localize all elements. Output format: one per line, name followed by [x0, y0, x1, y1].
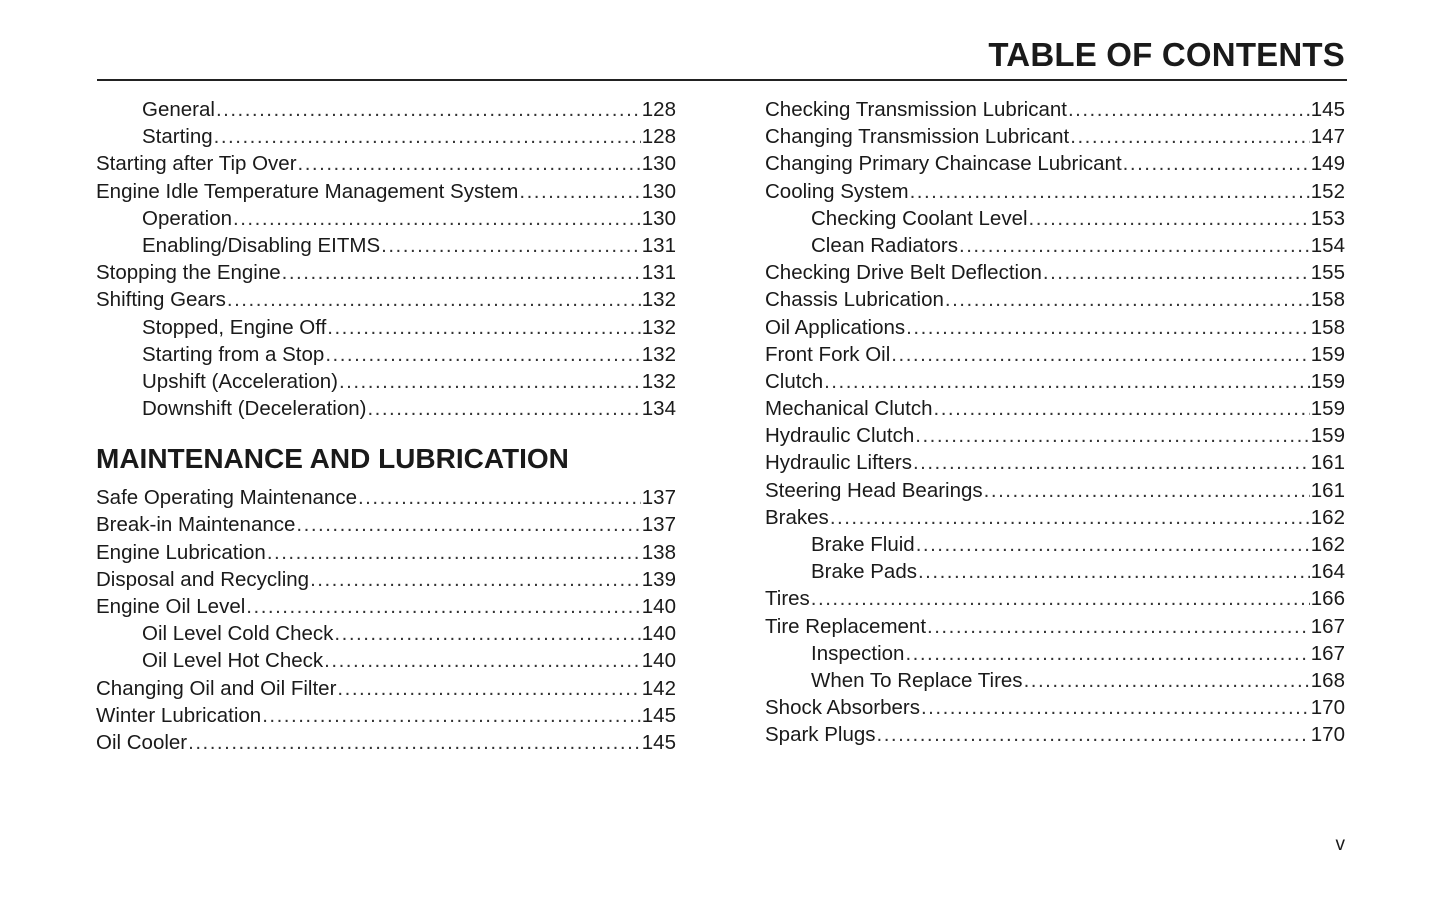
toc-entry-page: 130 [641, 152, 676, 176]
toc-entry-page: 161 [1310, 478, 1345, 502]
dot-leader [830, 504, 1310, 531]
toc-entry-page: 170 [1310, 723, 1345, 747]
dot-leader [216, 96, 641, 123]
dot-leader [298, 150, 641, 177]
toc-entry[interactable] [96, 395, 676, 422]
toc-entry-page: 158 [1310, 288, 1345, 312]
toc-entry-title: Brakes [765, 505, 829, 529]
toc-entry-title: Break-in Maintenance [96, 513, 296, 537]
toc-entry-page: 132 [641, 288, 676, 312]
dot-leader [913, 449, 1310, 476]
toc-entry[interactable] [765, 667, 1345, 694]
dot-leader [1029, 205, 1310, 232]
toc-entry-page: 147 [1310, 125, 1345, 149]
toc-entry-title: Changing Transmission Lubricant [765, 125, 1070, 149]
toc-entry-page: 166 [1310, 587, 1345, 611]
dot-leader [188, 729, 641, 756]
toc-entry[interactable] [765, 178, 1345, 205]
toc-entry-page: 149 [1310, 152, 1345, 176]
toc-entry-title: Oil Cooler [96, 730, 188, 754]
toc-entry-page: 132 [641, 315, 676, 339]
toc-entry[interactable] [96, 123, 676, 150]
toc-entry[interactable] [765, 259, 1345, 286]
dot-leader [1043, 259, 1310, 286]
toc-entry[interactable] [96, 511, 676, 538]
toc-list-right [765, 96, 1345, 749]
toc-entry-title: Disposal and Recycling [96, 567, 310, 591]
toc-entry-page: 131 [641, 233, 676, 257]
toc-entry[interactable] [96, 341, 676, 368]
toc-entry-title: Shifting Gears [96, 288, 226, 312]
toc-entry-page: 139 [641, 567, 676, 591]
toc-left-column [96, 96, 676, 756]
dot-leader [214, 123, 641, 150]
toc-entry-title: Engine Idle Temperature Management System [96, 179, 519, 203]
toc-entry[interactable] [96, 178, 676, 205]
toc-entry-title: Stopped, Engine Off [142, 315, 327, 339]
toc-entry-title: Safe Operating Maintenance [96, 486, 357, 510]
toc-entry-page: 159 [1310, 369, 1345, 393]
toc-entry-title: Checking Coolant Level [811, 206, 1028, 230]
toc-entry-page: 142 [641, 676, 676, 700]
toc-entry-page: 161 [1310, 451, 1345, 475]
toc-entry-title: Front Fork Oil [765, 342, 891, 366]
toc-entry-page: 134 [641, 397, 676, 421]
toc-entry[interactable] [765, 422, 1345, 449]
toc-entry-page: 138 [641, 540, 676, 564]
toc-entry-title: Oil Level Cold Check [142, 622, 334, 646]
toc-entry[interactable] [96, 286, 676, 313]
toc-entry[interactable] [765, 368, 1345, 395]
toc-entry[interactable] [96, 205, 676, 232]
dot-leader [891, 341, 1309, 368]
dot-leader [1068, 96, 1310, 123]
toc-entry-title: Oil Level Hot Check [142, 649, 324, 673]
toc-entry[interactable] [765, 286, 1345, 313]
toc-entry-page: 128 [641, 125, 676, 149]
toc-entry-title: Shock Absorbers [765, 696, 920, 720]
toc-entry-title: Spark Plugs [765, 723, 876, 747]
toc-entry-title: Steering Head Bearings [765, 478, 983, 502]
toc-entry[interactable] [96, 150, 676, 177]
dot-leader [918, 558, 1310, 585]
toc-entry-title: Upshift (Acceleration) [142, 369, 338, 393]
toc-entry-title: Operation [142, 206, 233, 230]
dot-leader [267, 539, 641, 566]
toc-entry[interactable] [765, 585, 1345, 612]
toc-entry[interactable] [96, 702, 676, 729]
toc-entry-page: 167 [1310, 614, 1345, 638]
dot-leader [984, 477, 1310, 504]
header-rule [97, 79, 1347, 81]
toc-entry[interactable] [765, 341, 1345, 368]
dot-leader [916, 531, 1310, 558]
section-heading: MAINTENANCE AND LUBRICATION [96, 443, 569, 475]
toc-entry-page: 153 [1310, 206, 1345, 230]
toc-entry[interactable] [96, 620, 676, 647]
toc-entry[interactable] [765, 477, 1345, 504]
page-title: TABLE OF CONTENTS [988, 36, 1345, 73]
toc-entry-page: 137 [641, 486, 676, 510]
dot-leader [1024, 667, 1310, 694]
toc-entry-page: 154 [1310, 233, 1345, 257]
toc-entry-title: Stopping the Engine [96, 261, 281, 285]
toc-entry-title: Checking Transmission Lubricant [765, 98, 1067, 121]
toc-entry-page: 159 [1310, 397, 1345, 421]
toc-entry-title: Inspection [811, 641, 905, 665]
toc-entry[interactable] [765, 558, 1345, 585]
toc-entry-title: Engine Lubrication [96, 540, 266, 564]
toc-entry[interactable] [765, 232, 1345, 259]
dot-leader [233, 205, 641, 232]
toc-entry-page: 140 [641, 649, 676, 673]
toc-list-after [96, 484, 676, 756]
toc-entry-page: 168 [1310, 668, 1345, 692]
toc-entry-title: Clean Radiators [811, 233, 958, 257]
dot-leader [910, 178, 1310, 205]
toc-entry[interactable] [96, 539, 676, 566]
toc-entry[interactable] [765, 395, 1345, 422]
toc-entry[interactable] [96, 729, 676, 756]
toc-entry-title: Starting [142, 125, 213, 149]
toc-entry[interactable] [765, 123, 1345, 150]
toc-entry[interactable] [765, 504, 1345, 531]
toc-entry-title: Brake Fluid [811, 533, 915, 556]
toc-list-before [96, 96, 676, 422]
toc-entry[interactable] [96, 314, 676, 341]
dot-leader [262, 702, 641, 729]
toc-entry-title: General [142, 98, 215, 121]
dot-leader [824, 368, 1310, 395]
toc-entry-title: Oil Applications [765, 315, 906, 339]
toc-entry-page: 130 [641, 179, 676, 203]
toc-entry-title: Tires [765, 587, 810, 611]
dot-leader [915, 422, 1310, 449]
toc-entry[interactable] [765, 640, 1345, 667]
toc-entry-title: Winter Lubrication [96, 703, 262, 727]
dot-leader [519, 178, 640, 205]
toc-entry-page: 145 [641, 730, 676, 754]
toc-entry-page: 145 [1310, 98, 1345, 121]
toc-entry[interactable] [96, 647, 676, 674]
dot-leader [381, 232, 641, 259]
dot-leader [310, 566, 641, 593]
toc-entry-title: Enabling/Disabling EITMS [142, 233, 381, 257]
dot-leader [296, 511, 640, 538]
toc-entry-page: 162 [1310, 533, 1345, 556]
toc-entry[interactable] [765, 531, 1345, 558]
toc-entry-page: 152 [1310, 179, 1345, 203]
toc-entry-title: Hydraulic Clutch [765, 424, 915, 448]
dot-leader [358, 484, 641, 511]
toc-entry[interactable] [96, 593, 676, 620]
dot-leader [339, 368, 641, 395]
dot-leader [282, 259, 641, 286]
dot-leader [945, 286, 1310, 313]
toc-entry[interactable] [96, 232, 676, 259]
toc-entry-title: Changing Oil and Oil Filter [96, 676, 337, 700]
toc-entry-title: When To Replace Tires [811, 668, 1023, 692]
toc-entry-page: 140 [641, 595, 676, 618]
dot-leader [334, 620, 640, 647]
dot-leader [959, 232, 1310, 259]
dot-leader [811, 585, 1310, 612]
toc-entry[interactable] [765, 721, 1345, 748]
toc-entry[interactable] [765, 150, 1345, 177]
toc-entry-title: Checking Drive Belt Deflection [765, 261, 1042, 285]
toc-entry-title: Changing Primary Chaincase Lubricant [765, 152, 1122, 176]
toc-entry-title: Starting from a Stop [142, 342, 325, 366]
toc-entry-page: 131 [641, 261, 676, 285]
toc-entry-title: Hydraulic Lifters [765, 451, 912, 475]
toc-entry-page: 132 [641, 342, 676, 366]
dot-leader [337, 675, 640, 702]
toc-entry-title: Chassis Lubrication [765, 288, 944, 312]
dot-leader [905, 640, 1309, 667]
toc-entry-title: Engine Oil Level [96, 595, 246, 618]
toc-entry-page: 170 [1310, 696, 1345, 720]
toc-entry-page: 128 [641, 98, 676, 121]
dot-leader [324, 647, 641, 674]
dot-leader [906, 314, 1310, 341]
toc-entry[interactable] [765, 613, 1345, 640]
toc-entry-page: 132 [641, 369, 676, 393]
dot-leader [227, 286, 641, 313]
toc-entry-page: 159 [1310, 342, 1345, 366]
toc-entry-title: Clutch [765, 369, 824, 393]
toc-entry-page: 167 [1310, 641, 1345, 665]
dot-leader [921, 694, 1310, 721]
dot-leader [877, 721, 1310, 748]
toc-entry[interactable] [765, 694, 1345, 721]
toc-entry-page: 162 [1310, 505, 1345, 529]
toc-entry[interactable] [96, 96, 676, 123]
toc-entry[interactable] [765, 96, 1345, 123]
toc-right-column [765, 96, 1345, 749]
dot-leader [327, 314, 641, 341]
toc-entry[interactable] [96, 675, 676, 702]
dot-leader [325, 341, 640, 368]
dot-leader [927, 613, 1310, 640]
toc-entry-title: Starting after Tip Over [96, 152, 297, 176]
toc-entry-title: Tire Replacement [765, 614, 927, 638]
toc-entry-title: Cooling System [765, 179, 909, 203]
toc-entry[interactable] [96, 259, 676, 286]
toc-entry-page: 155 [1310, 261, 1345, 285]
toc-entry[interactable] [765, 314, 1345, 341]
toc-entry-page: 140 [641, 622, 676, 646]
toc-entry[interactable] [765, 205, 1345, 232]
toc-entry[interactable] [765, 449, 1345, 476]
toc-entry-page: 159 [1310, 424, 1345, 448]
dot-leader [246, 593, 640, 620]
toc-entry-title: Mechanical Clutch [765, 397, 933, 421]
toc-entry[interactable] [96, 566, 676, 593]
toc-entry-page: 137 [641, 513, 676, 537]
toc-entry[interactable] [96, 368, 676, 395]
dot-leader [934, 395, 1310, 422]
toc-entry-page: 158 [1310, 315, 1345, 339]
page-number: v [1335, 834, 1345, 855]
dot-leader [367, 395, 640, 422]
toc-entry[interactable] [96, 484, 676, 511]
toc-entry-page: 130 [641, 206, 676, 230]
toc-entry-title: Downshift (Deceleration) [142, 397, 367, 421]
dot-leader [1123, 150, 1310, 177]
toc-entry-title: Brake Pads [811, 560, 917, 584]
toc-entry-page: 164 [1310, 560, 1345, 584]
dot-leader [1070, 123, 1310, 150]
toc-entry-page: 145 [641, 703, 676, 727]
